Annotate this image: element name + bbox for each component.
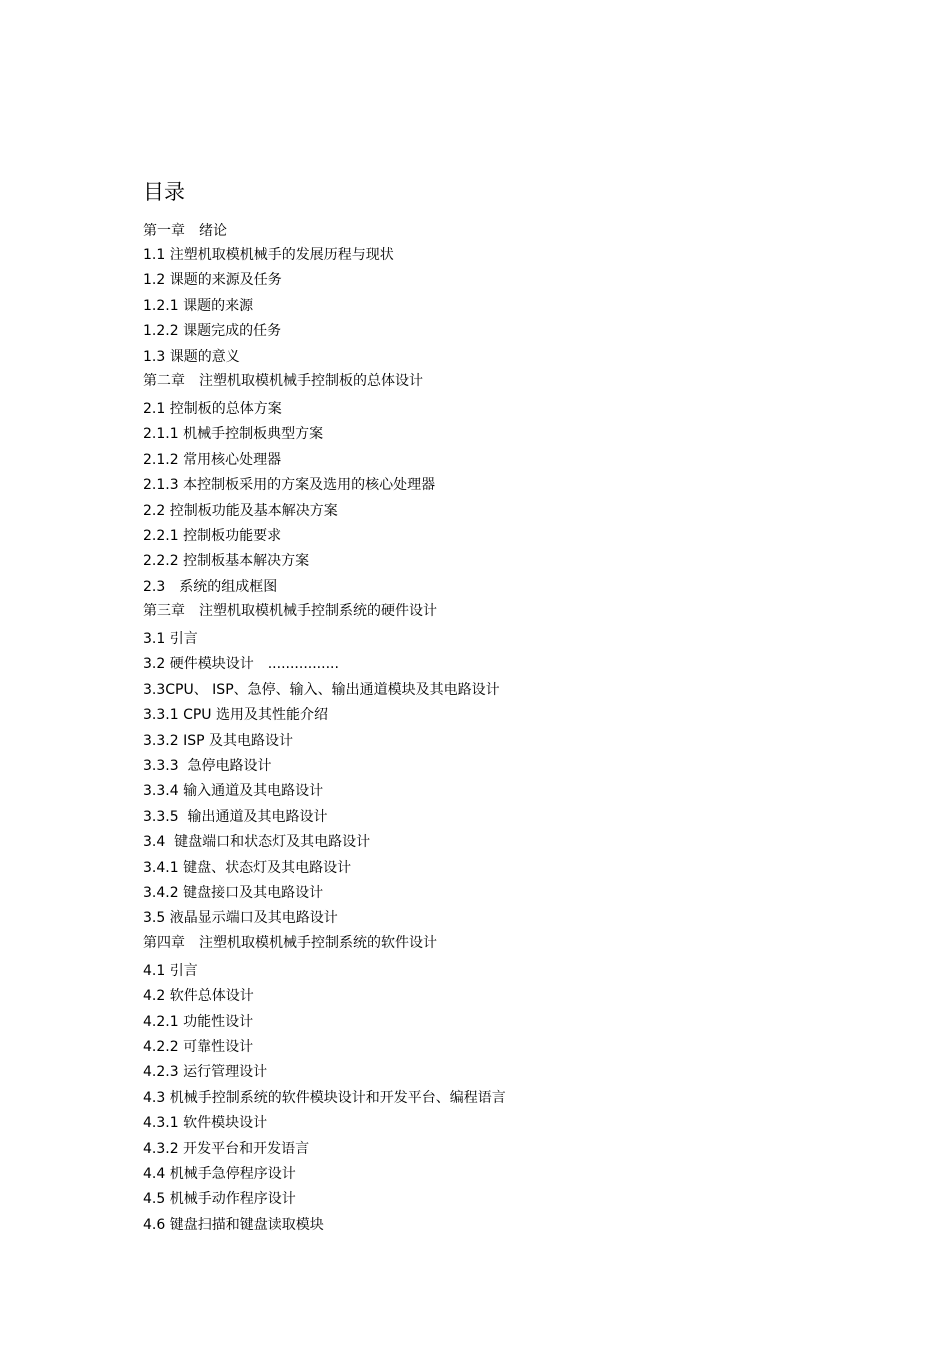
toc-entry: 2.1 控制板的总体方案 bbox=[143, 400, 282, 417]
toc-entry: 3.3.5 输出通道及其电路设计 bbox=[143, 808, 328, 825]
toc-entry: 3.4.2 键盘接口及其电路设计 bbox=[143, 884, 324, 901]
toc-entry: 4.5 机械手动作程序设计 bbox=[143, 1191, 296, 1208]
toc-title: 目录 bbox=[143, 180, 185, 204]
toc-entry: 3.5 液晶显示端口及其电路设计 bbox=[143, 910, 338, 927]
toc-entry: 4.4 机械手急停程序设计 bbox=[143, 1165, 296, 1182]
toc-entry: 2.1.2 常用核心处理器 bbox=[143, 451, 282, 468]
toc-entry: 2.2.1 控制板功能要求 bbox=[143, 527, 282, 544]
toc-chapter-heading: 第三章 注塑机取模机械手控制系统的硬件设计 bbox=[143, 603, 437, 620]
toc-entry: 3.3.3 急停电路设计 bbox=[143, 758, 272, 775]
toc-entry: 4.1 引言 bbox=[143, 962, 198, 979]
toc-chapter-heading: 第四章 注塑机取模机械手控制系统的软件设计 bbox=[143, 934, 437, 951]
toc-entry: 1.1 注塑机取模机械手的发展历程与现状 bbox=[143, 247, 394, 263]
toc-list bbox=[143, 220, 863, 1238]
toc-entry: 3.3.2 ISP 及其电路设计 bbox=[143, 732, 293, 749]
toc-entry: 2.2 控制板功能及基本解决方案 bbox=[143, 502, 338, 519]
toc-chapter-heading: 第二章 注塑机取模机械手控制板的总体设计 bbox=[143, 372, 423, 389]
toc-entry: 4.3 机械手控制系统的软件模块设计和开发平台、编程语言 bbox=[143, 1089, 506, 1106]
toc-chapter-heading: 第一章 绪论 bbox=[143, 223, 227, 239]
toc-entry: 1.3 课题的意义 bbox=[143, 348, 240, 365]
toc-entry: 2.1.1 机械手控制板典型方案 bbox=[143, 426, 324, 443]
toc-entry: 3.3.1 CPU 选用及其性能介绍 bbox=[143, 707, 328, 724]
toc-entry: 1.2.2 课题完成的任务 bbox=[143, 323, 282, 340]
toc-entry: 3.1 引言 bbox=[143, 631, 198, 648]
toc-entry: 2.1.3 本控制板采用的方案及选用的核心处理器 bbox=[143, 477, 436, 494]
toc-entry: 2.3 系统的组成框图 bbox=[143, 578, 278, 595]
toc-entry: 4.2 软件总体设计 bbox=[143, 988, 254, 1005]
toc-entry: 3.2 硬件模块设计 ................ bbox=[143, 656, 339, 673]
toc-entry: 4.6 键盘扫描和键盘读取模块 bbox=[143, 1216, 324, 1233]
toc-entry: 3.3CPU、 ISP、急停、输入、输出通道模块及其电路设计 bbox=[143, 681, 500, 698]
toc-entry: 3.3.4 输入通道及其电路设计 bbox=[143, 783, 324, 800]
toc-entry: 2.2.2 控制板基本解决方案 bbox=[143, 553, 310, 570]
toc-entry: 4.3.1 软件模块设计 bbox=[143, 1115, 268, 1132]
toc-entry: 1.2.1 课题的来源 bbox=[143, 297, 254, 314]
toc-entry: 4.2.3 运行管理设计 bbox=[143, 1064, 268, 1081]
toc-entry: 1.2 课题的来源及任务 bbox=[143, 272, 282, 289]
toc-entry: 4.2.1 功能性设计 bbox=[143, 1013, 254, 1030]
toc-entry: 4.2.2 可靠性设计 bbox=[143, 1038, 254, 1055]
toc-entry: 4.3.2 开发平台和开发语言 bbox=[143, 1140, 310, 1157]
toc-entry: 3.4.1 键盘、状态灯及其电路设计 bbox=[143, 859, 352, 876]
table-of-contents bbox=[143, 178, 863, 1238]
toc-entry: 3.4 键盘端口和状态灯及其电路设计 bbox=[143, 834, 371, 851]
